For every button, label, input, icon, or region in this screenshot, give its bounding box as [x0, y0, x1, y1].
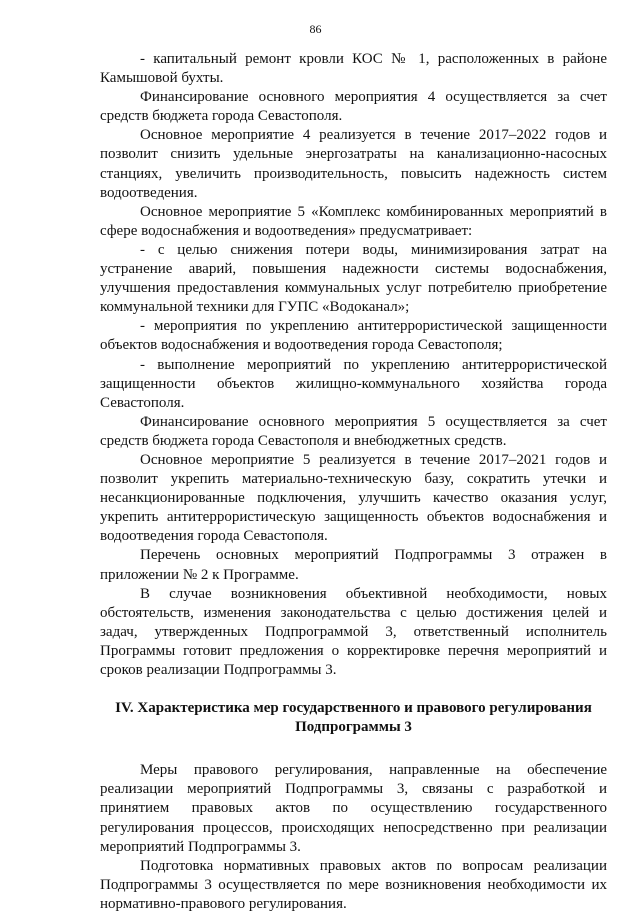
paragraph: Финансирование основного мероприятия 5 осуществляется за счет средств бюджета города Севастополя и внебюджетных средств. [100, 413, 607, 449]
paragraph: Подготовка нормативных правовых актов по вопросам реализации Подпрограммы 3 осуществляется по мере возникновения необходимости их нормативно-правового регулирования. [100, 857, 607, 912]
paragraph: В случае возникновения объективной необходимости, новых обстоятельств, изменения законодательства с целью достижения целей и задач, утвержденных Подпрограммой 3, ответственный исполнитель Программы готовит предложения о корректировке перечня мероприятий и сроков реализации Подпрограммы 3. [100, 585, 607, 678]
paragraph: Основное мероприятие 5 «Комплекс комбинированных мероприятий в сфере водоснабжения и водоотведения» предусматривает: [100, 203, 607, 239]
paragraph: Перечень основных мероприятий Подпрограммы 3 отражен в приложении № 2 к Программе. [100, 547, 607, 583]
paragraph: Меры правового регулирования, направленные на обеспечение реализации мероприятий Подпрограммы 3, связаны с разработкой и принятием правовых актов по осуществлению государственного регулирования процессов, происходящих непосредственно при реализации мероприятий Подпрограммы 3. [100, 762, 607, 855]
paragraph: - мероприятия по укреплению антитеррористической защищенности объектов водоснабжения и водоотведения города Севастополя; [100, 318, 607, 354]
paragraph: Основное мероприятие 4 реализуется в течение 2017–2022 годов и позволит снизить удельные энергозатраты на канализационно-насосных станциях, увеличить производительность, повысить надежность систем водоотведения. [100, 127, 607, 201]
paragraph: - с целью снижения потери воды, минимизирования затрат на устранение аварий, повышения надежности системы водоснабжения, улучшения предоставления коммунальных услуг потребителю приобретение коммунальной техники для ГУПС «Водоканал»; [100, 241, 607, 316]
section-heading [100, 699, 607, 737]
paragraph: - выполнение мероприятий по укреплению антитеррористической защищенности объектов жилищно-коммунального хозяйства города Севастополя. [100, 356, 607, 411]
section-heading-line: IV. Характеристика мер государственного и правового регулирования [115, 700, 592, 717]
paragraph: Основное мероприятие 5 реализуется в течение 2017–2021 годов и позволит укрепить материально-техническую базу, сократить утечки и несанкционированные подключения, улучшить качество оказания услуг, укрепить антитеррористическую защищенность объектов водоснабжения и водоотведения города Севастополя. [100, 451, 607, 545]
paragraph: Финансирование основного мероприятия 4 осуществляется за счет средств бюджета города Севастополя. [100, 89, 607, 125]
page-content [100, 50, 607, 914]
paragraph: - капитальный ремонт кровли КОС № 1, расположенных в районе Камышовой бухты. [100, 51, 607, 87]
section-heading-line: Подпрограммы 3 [295, 719, 412, 736]
page-number: 86 [309, 22, 322, 36]
